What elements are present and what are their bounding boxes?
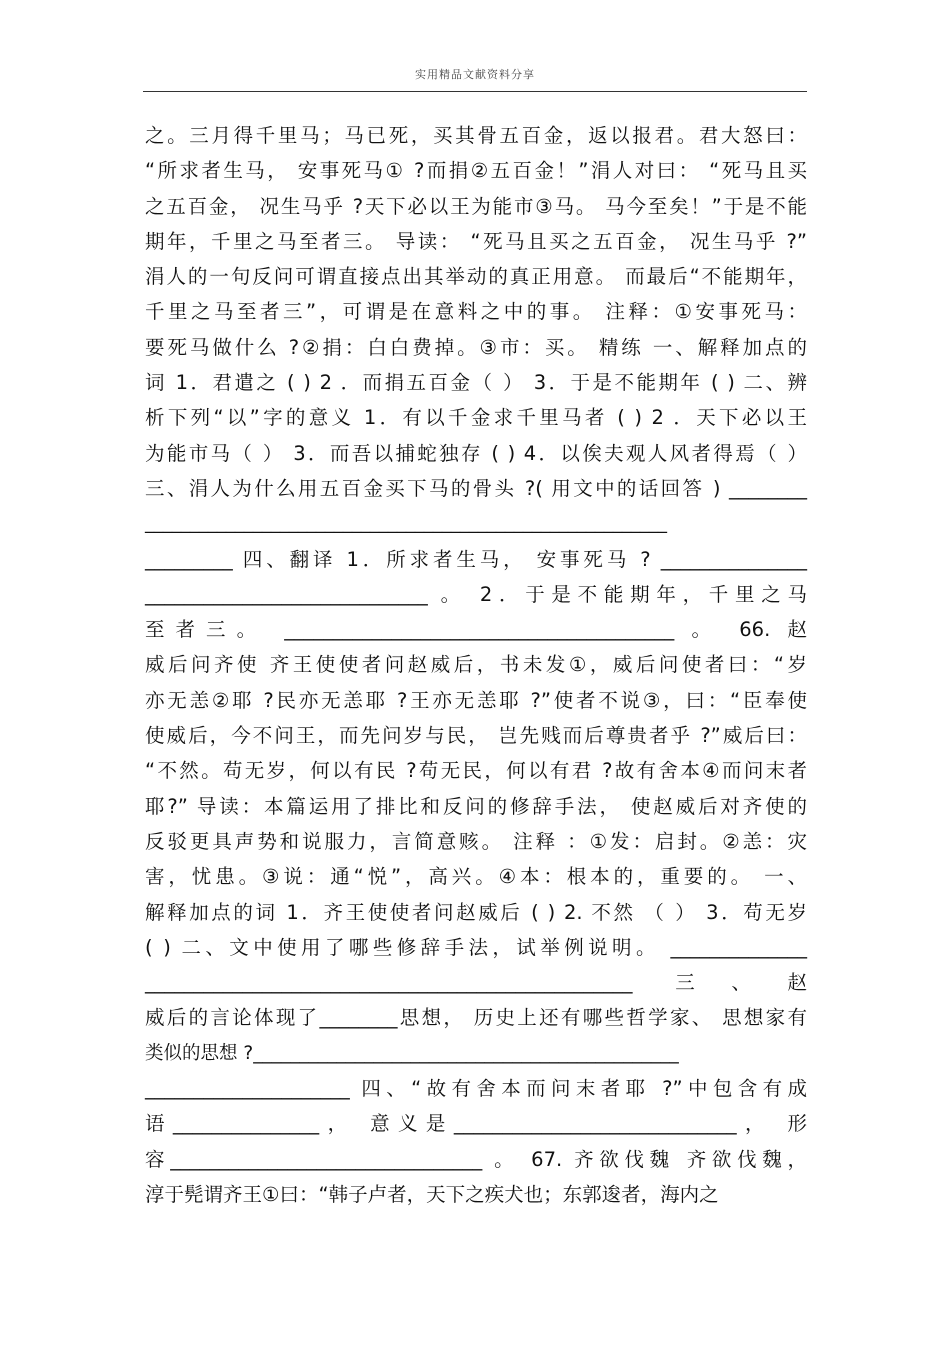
text-line: 类似的思想 ?______________________________________________ — [145, 1042, 679, 1064]
text-line: 反驳更具声势和说服力，言简意赅。 注释 ：①发：启封。②恙：灾 — [145, 829, 807, 853]
text-line: 析下列“以”字的意义 1．有以千金求千里马者 ( ) 2 ．天下必以王 — [145, 406, 807, 430]
text-line: _____________________________ 。 2．于是不能期年，千里之马 — [145, 582, 807, 606]
text-line: 容________________________________ 。 67. 齐欲伐魏 齐欲伐魏， — [145, 1147, 807, 1171]
text-line: 之五百金， 况生马乎 ?天下必以王为能市③马。 马今至矣！”于是不能 — [145, 194, 807, 218]
text-line: __________________________________________________ 三、赵 — [145, 971, 807, 995]
document-body — [145, 118, 807, 1212]
text-line: 千里之马至者三”，可谓是在意料之中的事。 注释：①安事死马： — [145, 300, 807, 324]
text-line: 三、涓人为什么用五百金买下马的骨头 ?( 用文中的话回答 ) ________ — [145, 476, 807, 500]
text-line: ( ) 二、文中使用了哪些修辞手法，试举例说明。 ______________ — [145, 935, 807, 959]
header-divider — [143, 91, 807, 92]
text-line: 耶?” 导读：本篇运用了排比和反问的修辞手法， 使赵威后对齐使的 — [145, 794, 807, 818]
text-line: 至者三。 ________________________________________ 。 66. 赵 — [145, 618, 807, 642]
text-line: 解释加点的词 1．齐王使使者问赵威后 ( ) 2. 不然 （ ） 3．苟无岁 — [145, 900, 807, 924]
text-line: 淳于髡谓齐王①曰：“韩子卢者，天下之疾犬也；东郭逡者，海内之 — [145, 1182, 719, 1206]
text-line: 要死马做什么 ?②捐：白白费掉。③市：买。 精练 一、解释加点的 — [145, 335, 807, 359]
text-line: 之。三月得千里马；马已死，买其骨五百金，返以报君。君大怒曰： — [145, 124, 807, 147]
text-line: 涓人的一句反问可谓直接点出其举动的真正用意。 而最后“不能期年， — [145, 265, 807, 289]
text-line: _________ 四、翻译 1．所求者生马， 安事死马 ? _______________ — [145, 547, 807, 571]
text-line: “所求者生马， 安事死马① ?而捐②五百金！”涓人对曰： “死马且买 — [145, 159, 807, 183]
text-line: 亦无恙②耶 ?民亦无恙耶 ?王亦无恙耶 ?”使者不说③，曰：“臣奉使 — [145, 688, 807, 712]
text-line: 使威后，今不问王，而先问岁与民， 岂先贱而后尊贵者乎 ?”威后曰： — [145, 724, 807, 748]
text-line: 期年，千里之马至者三。 导读： “死马且买之五百金， 况生马乎 ?” — [145, 229, 807, 253]
answer-blank-line: __________________________________________________________ — [145, 513, 667, 535]
text-line: 为能市马（ ） 3．而吾以捕蛇独存 ( ) 4．以俟夫观人风者得焉（ ） — [145, 441, 807, 465]
text-line: _____________________ 四、“故有舍本而问末者耶 ?”中包含有成 — [145, 1077, 807, 1101]
text-line: 威后的言论体现了________思想， 历史上还有哪些哲学家、 思想家有 — [145, 1006, 807, 1030]
page-header: 实用精品文献资料分享 — [415, 68, 535, 81]
text-line: 语_______________， 意义是_____________________________， 形 — [145, 1112, 807, 1136]
text-line: 害，忧患。③说：通“悦”，高兴。④本：根本的，重要的。 一、 — [145, 865, 807, 889]
text-line: 威后问齐使 齐王使使者问赵威后，书未发①，威后问使者曰：“岁 — [145, 653, 807, 677]
text-line: 词 1．君遣之 ( ) 2 ．而捐五百金（ ） 3．于是不能期年 ( ) 二、辨 — [145, 371, 807, 395]
text-line: “不然。苟无岁，何以有民 ?苟无民，何以有君 ?故有舍本④而问末者 — [145, 759, 807, 783]
